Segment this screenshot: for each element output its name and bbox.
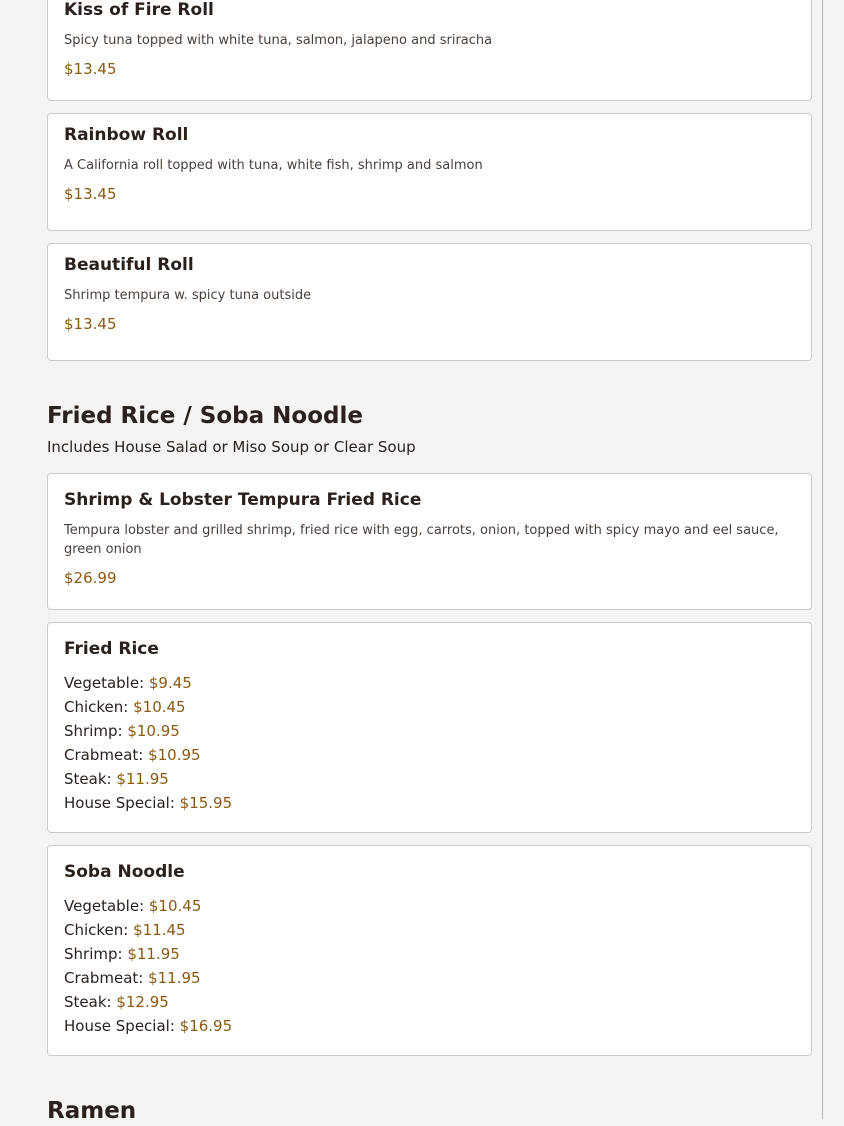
item-name: Kiss of Fire Roll: [64, 0, 214, 20]
menu-item-card[interactable]: [47, 473, 812, 610]
price-variant: [64, 918, 795, 942]
price-variant-list: [64, 894, 795, 1038]
price-variant: [64, 695, 795, 719]
variant-price: $10.45: [133, 698, 186, 716]
menu-item-card[interactable]: [47, 243, 812, 361]
variant-label: Steak:: [64, 993, 117, 1011]
price-variant: [64, 966, 795, 990]
item-name: Beautiful Roll: [64, 255, 194, 275]
item-price: $13.45: [64, 60, 117, 78]
price-variant: [64, 990, 795, 1014]
section-title: Fried Rice / Soba Noodle: [47, 403, 363, 429]
variant-price: $10.45: [148, 897, 202, 915]
price-variant: [64, 743, 795, 767]
price-variant: [64, 767, 795, 791]
variant-label: Shrimp:: [64, 945, 128, 963]
variant-label: Steak:: [64, 770, 117, 788]
variant-price: $11.95: [148, 969, 201, 987]
variant-price: $12.95: [116, 993, 169, 1011]
variant-label: House Special:: [64, 1017, 180, 1035]
item-description: Tempura lobster and grilled shrimp, fried rice with egg, carrots, onion, topped with spicy mayo and eel sauce, green onion: [64, 523, 779, 557]
variant-label: Vegetable:: [64, 674, 149, 692]
variant-price: $11.95: [127, 945, 180, 963]
variant-label: Vegetable:: [64, 897, 149, 915]
section-title: Ramen: [47, 1098, 137, 1124]
price-variant: [64, 671, 795, 695]
ramen-section: [47, 1068, 812, 1126]
price-variant: [64, 942, 795, 966]
price-variant: [64, 1014, 795, 1038]
variant-price: $15.95: [179, 794, 233, 812]
menu-list: [47, 0, 812, 1126]
variant-price: $11.45: [133, 921, 186, 939]
item-name: Fried Rice: [64, 639, 159, 659]
variant-label: Chicken:: [64, 921, 134, 939]
variant-label: Shrimp:: [64, 722, 128, 740]
item-price: $13.45: [64, 185, 117, 203]
variant-price: $16.95: [179, 1017, 233, 1035]
item-price: $13.45: [64, 315, 117, 333]
section-subtitle: Includes House Salad or Miso Soup or Clear Soup: [47, 438, 416, 456]
item-name: Shrimp & Lobster Tempura Fried Rice: [64, 490, 422, 510]
item-price: $26.99: [64, 569, 117, 587]
fried-rice-section: [47, 373, 812, 1056]
variant-price: $10.95: [148, 746, 201, 764]
variant-label: Crabmeat:: [64, 969, 149, 987]
variant-price: $11.95: [116, 770, 169, 788]
menu-item-card[interactable]: [47, 622, 812, 833]
price-variant-list: [64, 671, 795, 815]
item-description: Shrimp tempura w. spicy tuna outside: [64, 288, 312, 303]
variant-price: $10.95: [127, 722, 180, 740]
menu-item-card[interactable]: [47, 0, 812, 101]
item-name: Rainbow Roll: [64, 125, 189, 145]
item-description: Spicy tuna topped with white tuna, salmon, jalapeno and sriracha: [64, 33, 493, 48]
variant-label: Chicken:: [64, 698, 134, 716]
price-variant: [64, 719, 795, 743]
page-edge-divider: [822, 0, 823, 1119]
menu-item-card[interactable]: [47, 845, 812, 1056]
item-name: Soba Noodle: [64, 862, 185, 882]
price-variant: [64, 894, 795, 918]
price-variant: [64, 791, 795, 815]
item-description: A California roll topped with tuna, white fish, shrimp and salmon: [64, 158, 483, 173]
variant-label: House Special:: [64, 794, 180, 812]
variant-label: Crabmeat:: [64, 746, 149, 764]
variant-price: $9.45: [148, 674, 192, 692]
menu-item-card[interactable]: [47, 113, 812, 231]
